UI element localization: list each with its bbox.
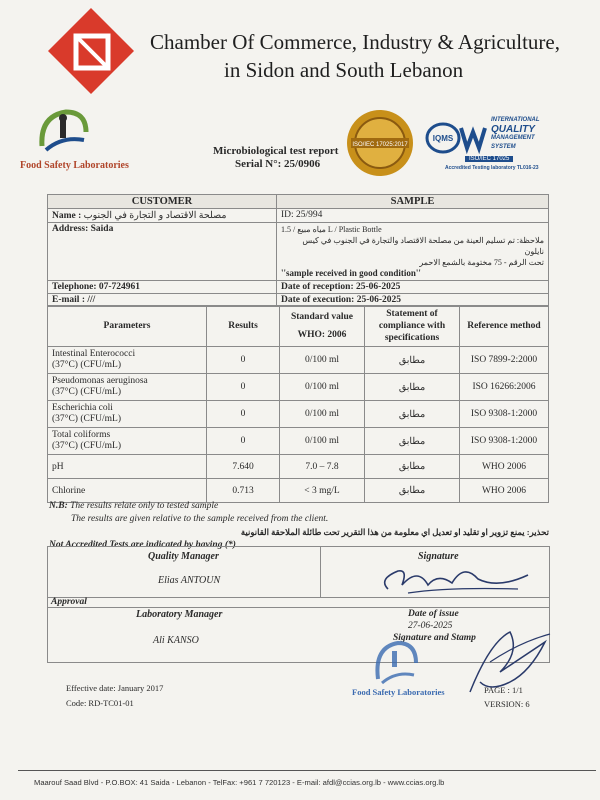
standard-cell: 7.0 – 7.8 xyxy=(280,455,365,479)
col-parameters: Parameters xyxy=(48,306,207,347)
iso-seal xyxy=(345,108,415,178)
statement-cell: مطابق xyxy=(365,428,460,455)
method-cell: ISO 9308-1:2000 xyxy=(460,401,549,428)
document-code: Code: RD-TC01-01 xyxy=(66,698,134,708)
org-name-line1: Chamber Of Commerce, Industry & Agriculture, xyxy=(150,30,560,54)
param-cell: Chlorine xyxy=(48,479,207,503)
iqms-text-4: SYSTEM xyxy=(491,144,516,150)
signature-label: Signature xyxy=(418,551,459,562)
not-accredited-note: Not Accredited Tests are indicated by having (*) xyxy=(49,540,236,550)
lab-manager-label: Laboratory Manager xyxy=(136,609,223,620)
standard-cell: 0/100 ml xyxy=(280,347,365,374)
quality-manager-name: Elias ANTOUN xyxy=(158,575,221,586)
sample-desc-line3: تحت الرقم - 75 مختومة بالشمع الاحمر xyxy=(419,258,544,267)
col-statement: Statement of compliance with specifications xyxy=(365,306,460,347)
iqms-caption: Accredited Testing laboratory TL016-23 xyxy=(445,165,539,171)
statement-cell: مطابق xyxy=(365,479,460,503)
sample-condition: ''sample received in good condition'' xyxy=(281,268,421,278)
footer-address: Maarouf Saad Blvd - P.O.BOX: 41 Saida - Lebanon - TelFax: +961 7 720123 - E-mail: afdl@ccias.org.lb - www.ccias.org.lb xyxy=(34,778,445,787)
standard-cell: < 3 mg/L xyxy=(280,479,365,503)
sample-description xyxy=(277,223,549,281)
result-cell: 0.713 xyxy=(207,479,280,503)
signature-stamp-label: Signature and Stamp xyxy=(393,633,476,643)
nb-line2: The results are given relative to the sample received from the client. xyxy=(71,514,329,524)
date-of-issue-label: Date of issue xyxy=(408,609,459,619)
fsl-logo xyxy=(36,106,90,156)
name-label: Name : xyxy=(52,211,82,221)
customer-header: CUSTOMER xyxy=(48,195,277,209)
table-row xyxy=(48,374,549,401)
customer-email: E-mail : /// xyxy=(48,294,277,307)
serial-label: Serial N°: xyxy=(235,158,282,170)
table-row xyxy=(48,401,549,428)
customer-sample-table xyxy=(47,194,549,307)
table-row xyxy=(48,455,549,479)
sample-desc-line1: مياه مبيع / 1.5 L / Plastic Bottle xyxy=(281,225,382,234)
report-title: Microbiological test report xyxy=(213,145,339,157)
quality-manager-label: Quality Manager xyxy=(148,551,219,562)
serial-value: 25/0906 xyxy=(284,158,321,170)
version: VERSION: 6 xyxy=(484,699,530,709)
results-table xyxy=(47,305,549,503)
svg-text:IQMS: IQMS xyxy=(432,134,454,143)
statement-cell: مطابق xyxy=(365,374,460,401)
iqms-text-1: INTERNATIONAL xyxy=(491,117,540,123)
sample-id: ID: 25/994 xyxy=(277,209,549,223)
serial-number xyxy=(235,158,320,170)
param-cell: Intestinal Enterococci (37°C) (CFU/mL) xyxy=(48,347,207,374)
col-reference: Reference method xyxy=(460,306,549,347)
name-value: مصلحة الاقتصاد و التجارة في الجنوب xyxy=(83,211,227,221)
statement-cell: مطابق xyxy=(365,347,460,374)
param-cell: Total coliforms (37°C) (CFU/mL) xyxy=(48,428,207,455)
iqms-iso: ISO/IEC 17025 xyxy=(465,156,513,162)
method-cell: WHO 2006 xyxy=(460,455,549,479)
iqms-text-3: MANAGEMENT xyxy=(491,135,535,141)
standard-cell: 0/100 ml xyxy=(280,401,365,428)
statement-cell: مطابق xyxy=(365,401,460,428)
result-cell: 7.640 xyxy=(207,455,280,479)
chamber-logo xyxy=(46,6,136,96)
quality-manager-signature xyxy=(368,559,538,599)
method-cell: ISO 9308-1:2000 xyxy=(460,428,549,455)
result-cell: 0 xyxy=(207,401,280,428)
lab-name: Food Safety Laboratories xyxy=(20,160,129,171)
sample-desc-line2: ملاحظة: تم تسليم العينة من مصلحة الاقتصاد والتجارة في الجنوب في كيس نايلون xyxy=(302,236,544,256)
result-cell: 0 xyxy=(207,428,280,455)
col-standard: Standard value WHO: 2006 xyxy=(280,306,365,347)
arabic-warning: تحذير: يمنع تزوير او تقليد او تعديل اي معلومة من هذا التقرير تحت طائلة الملاحقة القانونية xyxy=(240,527,549,537)
standard-cell: 0/100 ml xyxy=(280,374,365,401)
result-cell: 0 xyxy=(207,347,280,374)
iqms-logo xyxy=(425,116,585,174)
nb-label: N.B: xyxy=(49,501,68,511)
method-cell: ISO 7899-2:2000 xyxy=(460,347,549,374)
param-cell: Escherichia coli (37°C) (CFU/mL) xyxy=(48,401,207,428)
param-cell: Pseudomonas aeruginosa (37°C) (CFU/mL) xyxy=(48,374,207,401)
method-cell: WHO 2006 xyxy=(460,479,549,503)
sample-reception: Date of reception: 25-06-2025 xyxy=(277,281,549,294)
statement-cell: مطابق xyxy=(365,455,460,479)
date-of-issue: 27-06-2025 xyxy=(408,621,453,631)
customer-address: Address: Saida xyxy=(48,223,277,281)
stamp-text: Food Safety Laboratories xyxy=(352,687,445,697)
lab-stamp xyxy=(340,633,450,703)
sample-execution: Date of execution: 25-06-2025 xyxy=(277,294,549,307)
method-cell: ISO 16266:2006 xyxy=(460,374,549,401)
org-name-line2: in Sidon and South Lebanon xyxy=(224,58,464,82)
standard-cell: 0/100 ml xyxy=(280,428,365,455)
footer-divider xyxy=(18,770,596,771)
notes-section xyxy=(49,500,549,552)
lab-manager-name: Ali KANSO xyxy=(153,635,199,646)
col-results: Results xyxy=(207,306,280,347)
iqms-text-2: QUALITY xyxy=(491,124,535,135)
table-row xyxy=(48,428,549,455)
page-number: PAGE : 1/1 xyxy=(484,685,523,695)
param-cell: pH xyxy=(48,455,207,479)
customer-telephone: Telephone: 07-724961 xyxy=(48,281,277,294)
table-row xyxy=(48,347,549,374)
customer-name xyxy=(48,209,277,223)
approval-label: Approval xyxy=(51,597,87,607)
nb-line1: N.B: The results relate only to tested sample xyxy=(49,501,219,511)
result-cell: 0 xyxy=(207,374,280,401)
table-row xyxy=(48,479,549,503)
effective-date: Effective date: January 2017 xyxy=(66,683,164,693)
sample-header: SAMPLE xyxy=(277,195,549,209)
seal-text: ISO/IEC 17025:2017 xyxy=(352,142,408,148)
